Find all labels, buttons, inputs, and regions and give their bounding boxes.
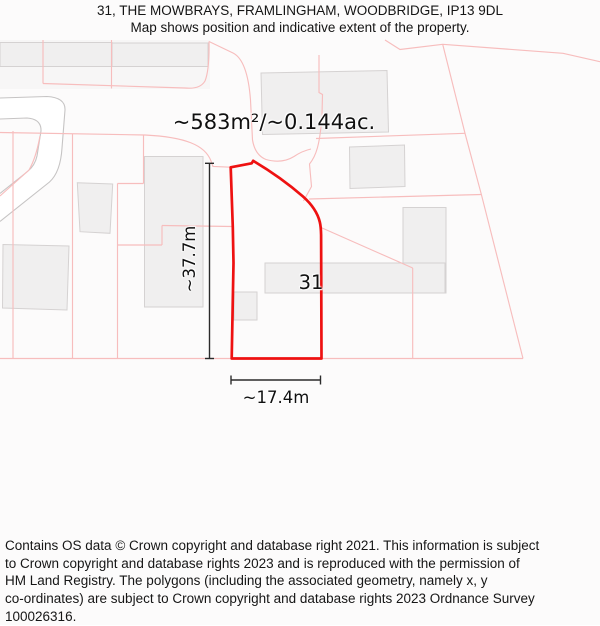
building bbox=[77, 183, 112, 234]
area-label: ~583m²/~0.144ac. bbox=[172, 110, 376, 134]
parcel-line bbox=[321, 228, 413, 269]
building bbox=[234, 292, 257, 320]
map-subtitle: Map shows position and indicative extent of the property. bbox=[130, 19, 470, 35]
property-outline bbox=[231, 161, 322, 359]
footer-line: HM Land Registry. The polygons (including the associated geometry, namely x, y bbox=[5, 573, 488, 589]
parcel-line bbox=[253, 140, 312, 161]
height-measurement-label: ~37.7m bbox=[180, 225, 199, 293]
parcel-line bbox=[309, 195, 482, 200]
building bbox=[0, 43, 112, 67]
parcel-line bbox=[385, 40, 600, 62]
footer-line: co-ordinates) are subject to Crown copyright and database rights 2023 Ordnance Survey bbox=[5, 591, 535, 607]
parcel-line bbox=[443, 44, 523, 358]
plot-number-label: 31 bbox=[298, 271, 324, 294]
building bbox=[112, 43, 208, 67]
road-surface bbox=[0, 97, 65, 222]
width-measurement-label: ~17.4m bbox=[242, 388, 310, 407]
property-address: 31, THE MOWBRAYS, FRAMLINGHAM, WOODBRIDGE, IP13 9DL bbox=[96, 3, 504, 18]
map-title-header bbox=[0, 3, 600, 36]
footer-line: 100026316. bbox=[5, 608, 77, 624]
footer-line: to Crown copyright and database rights 2023 and is reproduced with the permission of bbox=[5, 555, 520, 571]
building bbox=[350, 145, 406, 189]
footer-line: Contains OS data © Crown copyright and database right 2021. This information is subject bbox=[5, 538, 540, 553]
copyright-footer bbox=[5, 537, 597, 626]
parcel-line bbox=[316, 133, 465, 138]
